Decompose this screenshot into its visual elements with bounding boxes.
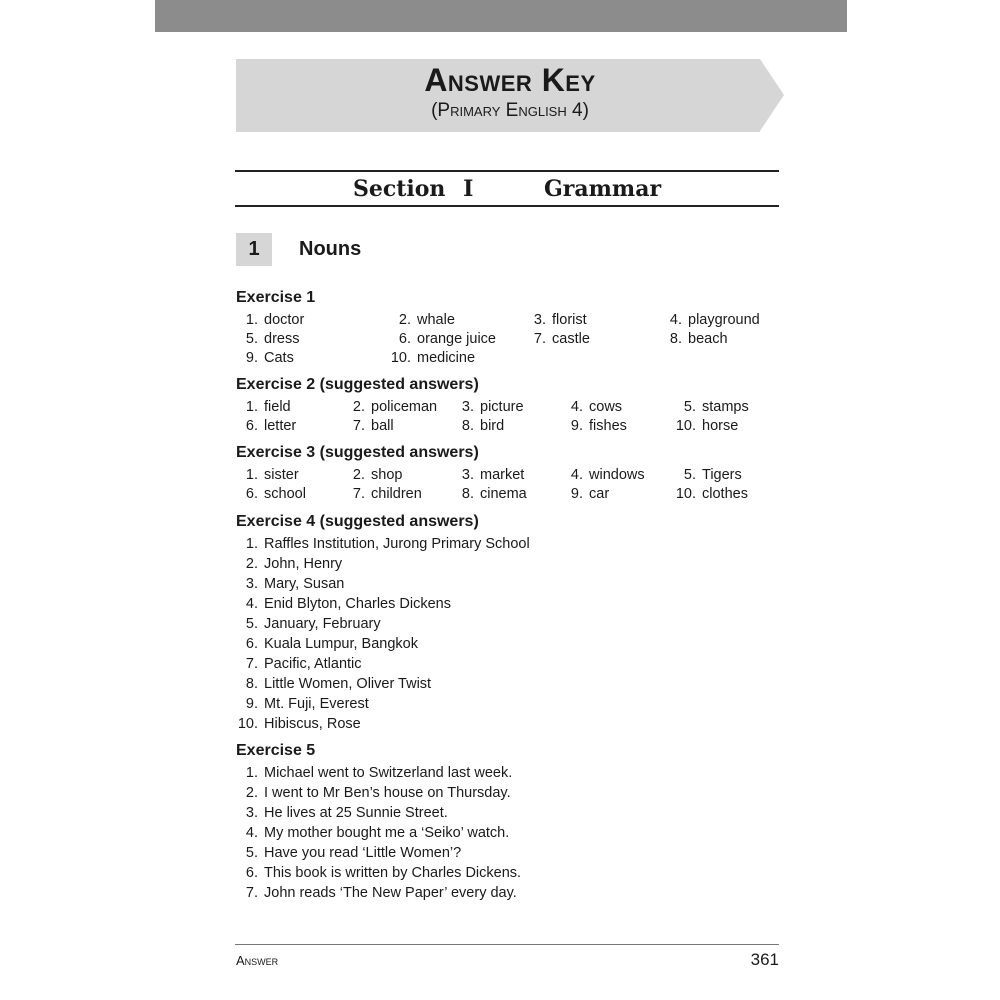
answer-item: 7. children [352, 486, 422, 502]
top-bar [155, 0, 847, 32]
answer-item: 2. I went to Mr Ben’s house on Thursday. [245, 785, 511, 801]
answer-item: 4. cows [570, 399, 623, 415]
answer-item: 4. My mother bought me a ‘Seiko’ watch. [245, 825, 510, 841]
exercise-heading: Exercise 2 (suggested answers) [236, 376, 479, 393]
answer-item: 5. Have you read ‘Little Women’? [245, 845, 462, 861]
answer-item: 2. John, Henry [245, 556, 343, 572]
answer-item: 6. school [245, 486, 306, 502]
chapter-title: Nouns [299, 238, 362, 260]
answer-item: 10. Hibiscus, Rose [237, 716, 361, 732]
answer-item: 5. Tigers [683, 467, 742, 483]
answer-item: 7. John reads ‘The New Paper’ every day. [245, 885, 517, 901]
answer-item: 5. January, February [245, 616, 381, 632]
answer-item: 4. playground [669, 312, 760, 328]
answer-item: 1. Raffles Institution, Jurong Primary School [245, 536, 530, 552]
answer-item: 7. Pacific, Atlantic [245, 656, 362, 672]
answer-item: 6. Kuala Lumpur, Bangkok [245, 636, 418, 652]
exercise-heading: Exercise 4 (suggested answers) [236, 513, 479, 530]
answer-item: 8. bird [461, 418, 505, 434]
answer-item: 3. picture [461, 399, 524, 415]
answer-item: 6. orange juice [398, 331, 496, 347]
section-title: Section I Grammar [352, 176, 662, 202]
answer-item: 6. This book is written by Charles Dickens. [245, 865, 522, 881]
answer-item: 9. fishes [570, 418, 627, 434]
section-rule-bottom [235, 205, 779, 207]
answer-item: 3. Mary, Susan [245, 576, 345, 592]
answer-item: 9. car [570, 486, 610, 502]
answer-item: 2. whale [398, 312, 455, 328]
answer-item: 1. field [245, 399, 291, 415]
exercise-heading: Exercise 5 [236, 742, 316, 759]
page-number: 361 [750, 950, 779, 969]
answer-item: 1. doctor [245, 312, 305, 328]
answer-item: 2. policeman [352, 399, 438, 415]
answer-item: 3. florist [533, 312, 587, 328]
answer-item: 1. Michael went to Switzerland last week. [245, 765, 513, 781]
answer-item: 3. market [461, 467, 525, 483]
exercise-heading: Exercise 1 [236, 289, 316, 306]
answer-item: 10. horse [675, 418, 739, 434]
answer-item: 8. cinema [461, 486, 527, 502]
answer-item: 3. He lives at 25 Sunnie Street. [245, 805, 448, 821]
answer-item: 10. medicine [390, 350, 476, 366]
answer-item: 4. Enid Blyton, Charles Dickens [245, 596, 451, 612]
answer-item: 6. letter [245, 418, 297, 434]
answer-item: 5. stamps [683, 399, 749, 415]
answer-item: 2. shop [352, 467, 403, 483]
answer-item: 9. Mt. Fuji, Everest [245, 696, 369, 712]
page-title: Answer Key [424, 62, 596, 98]
chapter-number: 1 [236, 233, 272, 266]
footer-rule [235, 944, 779, 945]
answer-item: 8. beach [669, 331, 728, 347]
answer-item: 8. Little Women, Oliver Twist [245, 676, 432, 692]
answer-item: 10. clothes [675, 486, 748, 502]
answer-item: 5. dress [245, 331, 300, 347]
exercise-heading: Exercise 3 (suggested answers) [236, 444, 479, 461]
answer-item: 7. ball [352, 418, 394, 434]
footer-label: Answer [236, 953, 279, 968]
page-subtitle: (Primary English 4) [431, 100, 589, 121]
answer-item: 1. sister [245, 467, 299, 483]
section-rule-top [235, 170, 779, 172]
answer-item: 9. Cats [245, 350, 294, 366]
answer-item: 4. windows [570, 467, 645, 483]
answer-item: 7. castle [533, 331, 590, 347]
